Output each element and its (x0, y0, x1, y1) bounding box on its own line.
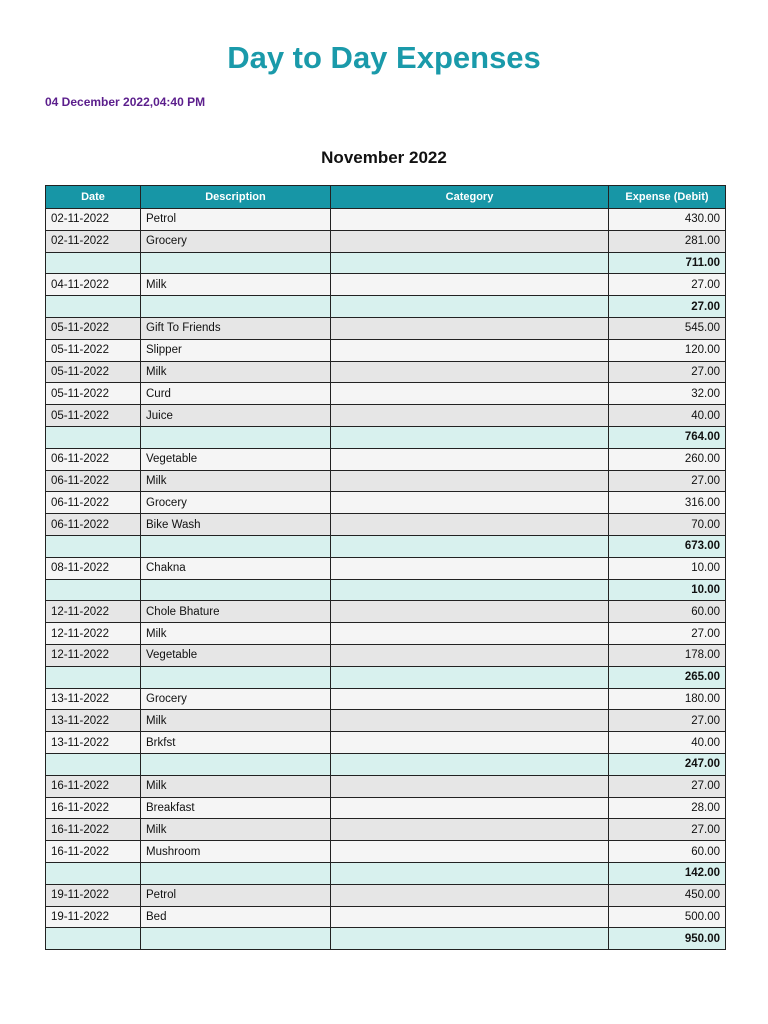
column-header-description: Description (141, 186, 331, 209)
description-cell: Breakfast (141, 797, 331, 819)
category-cell (331, 884, 609, 906)
subtotal-row (46, 666, 726, 688)
category-cell (331, 862, 609, 884)
description-cell: Gift To Friends (141, 317, 331, 339)
amount-cell: 545.00 (609, 317, 726, 339)
table-header-row (46, 186, 726, 209)
subtotal-amount-cell: 27.00 (609, 296, 726, 318)
table-row (46, 884, 726, 906)
amount-cell: 27.00 (609, 775, 726, 797)
table-row (46, 361, 726, 383)
description-cell: Bed (141, 906, 331, 928)
category-cell (331, 361, 609, 383)
amount-cell: 60.00 (609, 601, 726, 623)
date-cell: 19-11-2022 (46, 906, 141, 928)
amount-cell: 70.00 (609, 514, 726, 536)
expense-table (45, 185, 726, 950)
amount-cell: 60.00 (609, 841, 726, 863)
description-cell: Petrol (141, 884, 331, 906)
date-cell: 06-11-2022 (46, 514, 141, 536)
category-cell (331, 753, 609, 775)
date-cell: 13-11-2022 (46, 688, 141, 710)
column-header-expense: Expense (Debit) (609, 186, 726, 209)
subtotal-row (46, 296, 726, 318)
category-cell (331, 426, 609, 448)
table-row (46, 405, 726, 427)
description-cell (141, 753, 331, 775)
date-cell: 08-11-2022 (46, 557, 141, 579)
date-cell: 05-11-2022 (46, 383, 141, 405)
date-cell: 02-11-2022 (46, 230, 141, 252)
subtotal-amount-cell: 673.00 (609, 535, 726, 557)
subtotal-row (46, 579, 726, 601)
description-cell (141, 252, 331, 274)
amount-cell: 500.00 (609, 906, 726, 928)
description-cell: Curd (141, 383, 331, 405)
description-cell: Slipper (141, 339, 331, 361)
category-cell (331, 252, 609, 274)
amount-cell: 27.00 (609, 361, 726, 383)
subtotal-amount-cell: 764.00 (609, 426, 726, 448)
table-row (46, 732, 726, 754)
table-row (46, 797, 726, 819)
amount-cell: 10.00 (609, 557, 726, 579)
table-row (46, 623, 726, 645)
subtotal-amount-cell: 711.00 (609, 252, 726, 274)
subtotal-row (46, 252, 726, 274)
description-cell: Grocery (141, 492, 331, 514)
description-cell (141, 928, 331, 950)
subtotal-amount-cell: 10.00 (609, 579, 726, 601)
column-header-category: Category (331, 186, 609, 209)
subtotal-row (46, 753, 726, 775)
amount-cell: 27.00 (609, 623, 726, 645)
date-cell: 19-11-2022 (46, 884, 141, 906)
date-cell: 13-11-2022 (46, 732, 141, 754)
table-row (46, 601, 726, 623)
date-cell (46, 426, 141, 448)
description-cell: Mushroom (141, 841, 331, 863)
date-cell: 12-11-2022 (46, 623, 141, 645)
date-cell: 05-11-2022 (46, 361, 141, 383)
amount-cell: 178.00 (609, 644, 726, 666)
table-row (46, 906, 726, 928)
amount-cell: 281.00 (609, 230, 726, 252)
date-cell: 02-11-2022 (46, 209, 141, 231)
column-header-date: Date (46, 186, 141, 209)
date-cell: 13-11-2022 (46, 710, 141, 732)
amount-cell: 27.00 (609, 710, 726, 732)
category-cell (331, 535, 609, 557)
table-row (46, 819, 726, 841)
date-cell: 16-11-2022 (46, 819, 141, 841)
category-cell (331, 579, 609, 601)
subtotal-amount-cell: 142.00 (609, 862, 726, 884)
subtotal-amount-cell: 247.00 (609, 753, 726, 775)
amount-cell: 430.00 (609, 209, 726, 231)
subtotal-amount-cell: 950.00 (609, 928, 726, 950)
category-cell (331, 274, 609, 296)
category-cell (331, 644, 609, 666)
amount-cell: 40.00 (609, 405, 726, 427)
expense-table-body (46, 209, 726, 950)
description-cell: Milk (141, 775, 331, 797)
table-row (46, 688, 726, 710)
date-cell: 16-11-2022 (46, 775, 141, 797)
category-cell (331, 819, 609, 841)
description-cell: Milk (141, 470, 331, 492)
subtotal-amount-cell: 265.00 (609, 666, 726, 688)
table-row (46, 209, 726, 231)
amount-cell: 180.00 (609, 688, 726, 710)
amount-cell: 27.00 (609, 470, 726, 492)
amount-cell: 316.00 (609, 492, 726, 514)
category-cell (331, 514, 609, 536)
amount-cell: 27.00 (609, 819, 726, 841)
table-row (46, 317, 726, 339)
category-cell (331, 710, 609, 732)
description-cell: Chole Bhature (141, 601, 331, 623)
description-cell (141, 296, 331, 318)
date-cell (46, 579, 141, 601)
description-cell: Chakna (141, 557, 331, 579)
table-row (46, 514, 726, 536)
table-row (46, 557, 726, 579)
description-cell (141, 535, 331, 557)
category-cell (331, 209, 609, 231)
category-cell (331, 383, 609, 405)
subtotal-row (46, 928, 726, 950)
table-row (46, 274, 726, 296)
category-cell (331, 492, 609, 514)
date-cell: 05-11-2022 (46, 339, 141, 361)
category-cell (331, 666, 609, 688)
description-cell: Milk (141, 710, 331, 732)
description-cell: Vegetable (141, 644, 331, 666)
date-cell (46, 753, 141, 775)
table-row (46, 841, 726, 863)
date-cell: 04-11-2022 (46, 274, 141, 296)
category-cell (331, 906, 609, 928)
description-cell: Petrol (141, 209, 331, 231)
date-cell: 12-11-2022 (46, 601, 141, 623)
description-cell: Milk (141, 361, 331, 383)
category-cell (331, 841, 609, 863)
date-cell: 05-11-2022 (46, 317, 141, 339)
category-cell (331, 296, 609, 318)
category-cell (331, 688, 609, 710)
description-cell (141, 666, 331, 688)
description-cell: Vegetable (141, 448, 331, 470)
table-row (46, 710, 726, 732)
table-row (46, 448, 726, 470)
amount-cell: 120.00 (609, 339, 726, 361)
date-cell (46, 928, 141, 950)
category-cell (331, 557, 609, 579)
category-cell (331, 230, 609, 252)
table-row (46, 230, 726, 252)
page-title: Day to Day Expenses (227, 40, 541, 75)
amount-cell: 27.00 (609, 274, 726, 296)
table-row (46, 644, 726, 666)
month-heading: November 2022 (321, 148, 447, 167)
category-cell (331, 623, 609, 645)
category-cell (331, 601, 609, 623)
table-row (46, 492, 726, 514)
date-cell (46, 296, 141, 318)
subtotal-row (46, 535, 726, 557)
description-cell (141, 579, 331, 601)
table-row (46, 470, 726, 492)
category-cell (331, 405, 609, 427)
category-cell (331, 448, 609, 470)
category-cell (331, 339, 609, 361)
date-cell: 16-11-2022 (46, 797, 141, 819)
description-cell: Juice (141, 405, 331, 427)
table-row (46, 339, 726, 361)
date-cell (46, 535, 141, 557)
date-cell: 06-11-2022 (46, 470, 141, 492)
table-row (46, 383, 726, 405)
category-cell (331, 928, 609, 950)
amount-cell: 450.00 (609, 884, 726, 906)
date-cell: 06-11-2022 (46, 492, 141, 514)
description-cell: Milk (141, 274, 331, 296)
description-cell: Brkfst (141, 732, 331, 754)
category-cell (331, 470, 609, 492)
description-cell: Milk (141, 623, 331, 645)
description-cell: Grocery (141, 688, 331, 710)
amount-cell: 32.00 (609, 383, 726, 405)
date-cell (46, 862, 141, 884)
subtotal-row (46, 862, 726, 884)
amount-cell: 260.00 (609, 448, 726, 470)
category-cell (331, 775, 609, 797)
description-cell: Milk (141, 819, 331, 841)
description-cell: Grocery (141, 230, 331, 252)
table-row (46, 775, 726, 797)
description-cell: Bike Wash (141, 514, 331, 536)
category-cell (331, 317, 609, 339)
category-cell (331, 732, 609, 754)
category-cell (331, 797, 609, 819)
subtotal-row (46, 426, 726, 448)
date-cell: 06-11-2022 (46, 448, 141, 470)
date-cell: 16-11-2022 (46, 841, 141, 863)
description-cell (141, 426, 331, 448)
date-cell (46, 666, 141, 688)
report-timestamp: 04 December 2022,04:40 PM (45, 95, 206, 109)
amount-cell: 28.00 (609, 797, 726, 819)
date-cell (46, 252, 141, 274)
date-cell: 12-11-2022 (46, 644, 141, 666)
description-cell (141, 862, 331, 884)
date-cell: 05-11-2022 (46, 405, 141, 427)
amount-cell: 40.00 (609, 732, 726, 754)
